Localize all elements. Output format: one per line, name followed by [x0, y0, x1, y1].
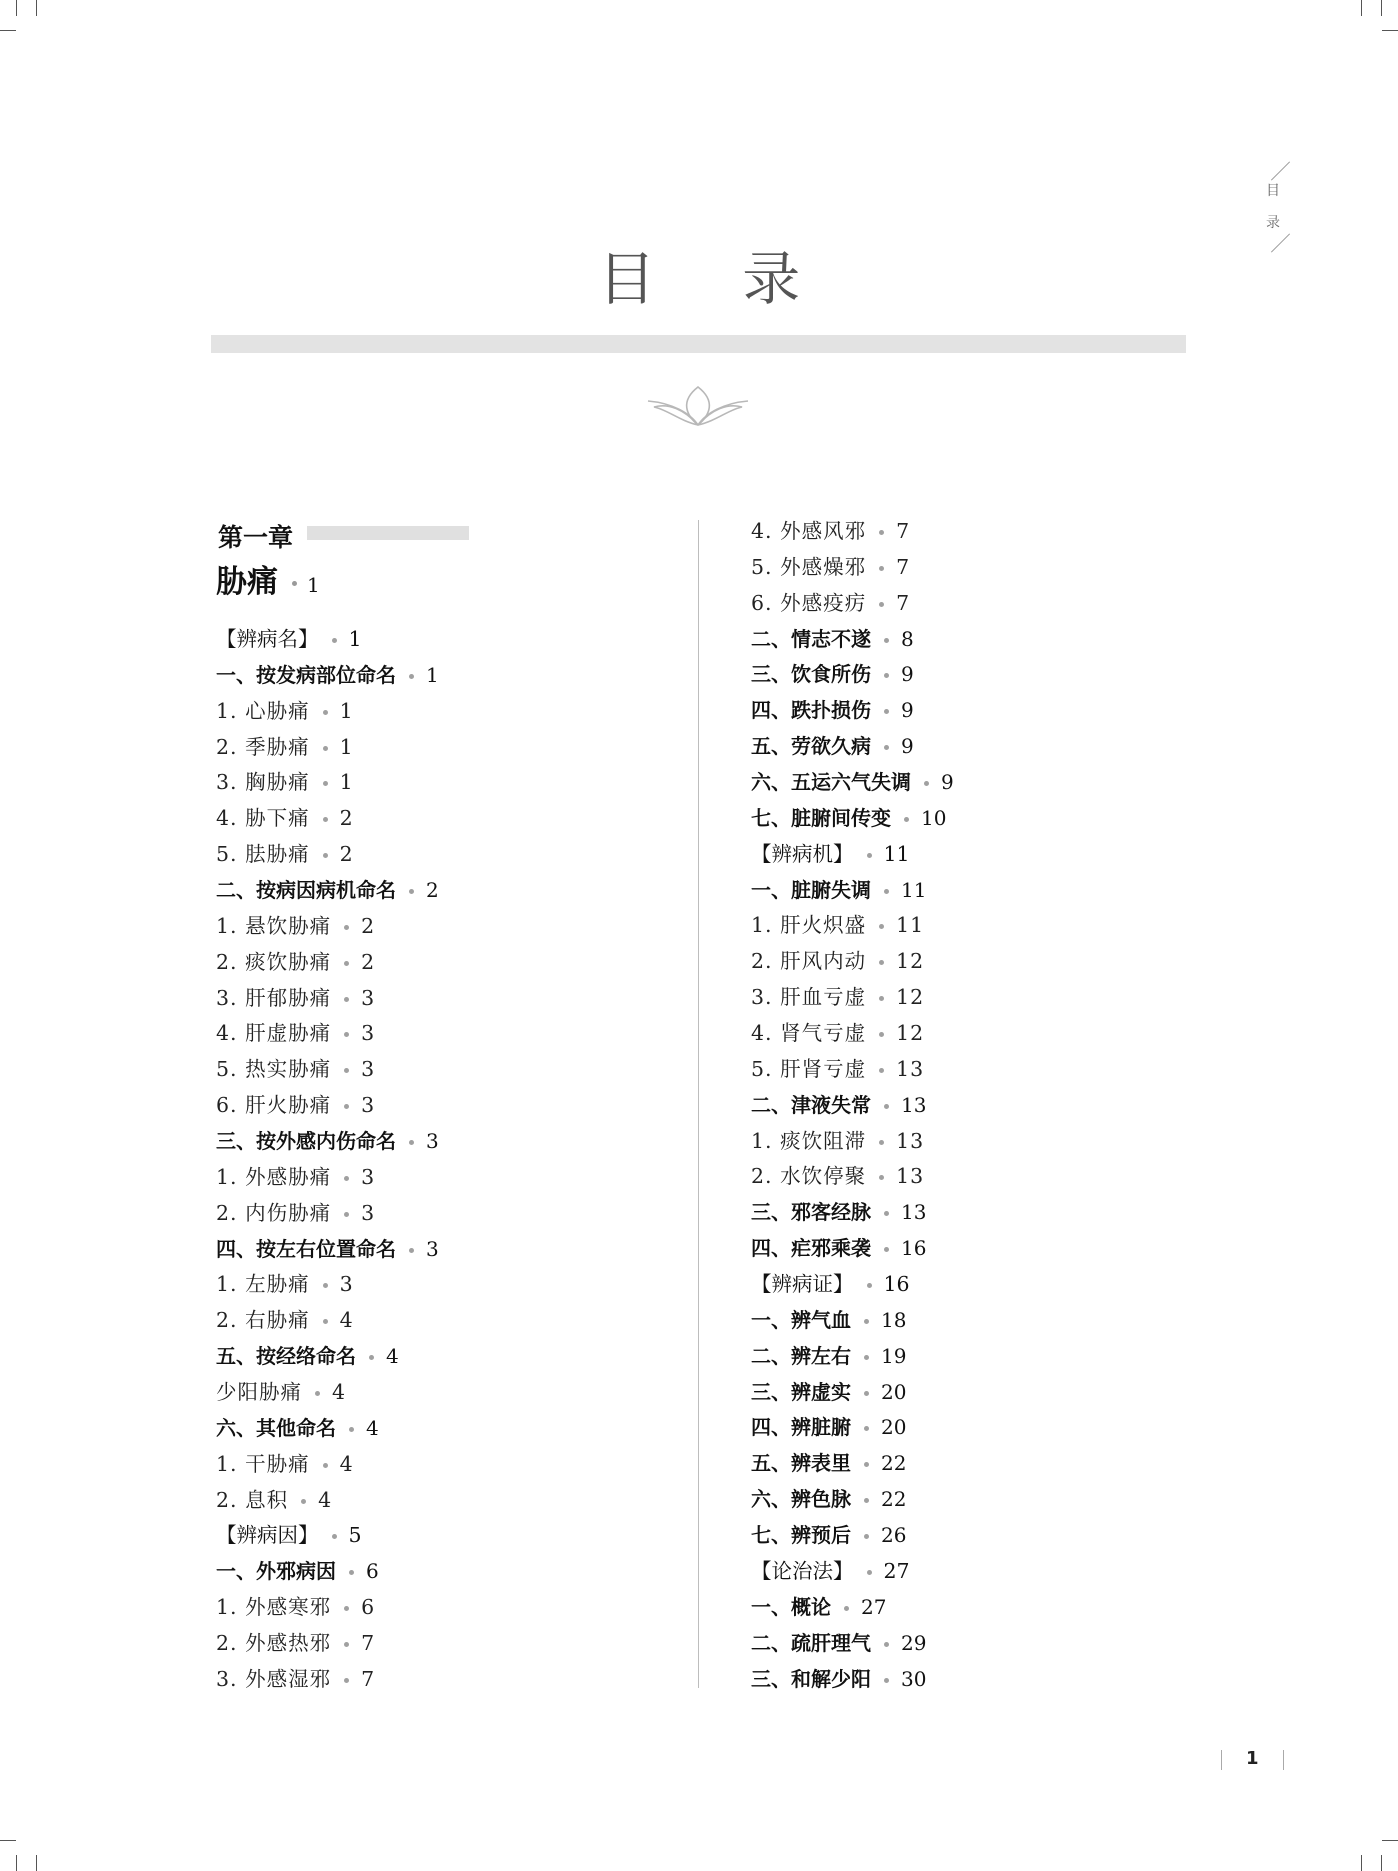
toc-entry-page: 9: [941, 770, 954, 795]
leader-dot: [879, 996, 884, 1001]
toc-entry[interactable]: [751, 729, 954, 765]
leader-dot: [344, 1176, 349, 1181]
toc-entry-page: 11: [883, 841, 910, 866]
leader-dot: [349, 1427, 354, 1432]
toc-entry-title: 1. 悬饮胁痛: [216, 913, 332, 938]
toc-entry-page: 6: [361, 1595, 376, 1620]
toc-entry[interactable]: [751, 1267, 954, 1303]
leader-dot: [409, 674, 414, 679]
toc-entry-title: 二、疏肝理气: [751, 1630, 871, 1655]
leader-dot: [344, 1104, 349, 1109]
toc-entry[interactable]: [751, 1626, 954, 1662]
toc-entry-page: 4: [339, 1451, 354, 1476]
crop-mark: [16, 0, 17, 16]
crop-mark: [1381, 1855, 1382, 1871]
leader-dot: [864, 1355, 869, 1360]
leader-dot: [292, 581, 297, 586]
toc-entry-title: 四、按左右位置命名: [216, 1236, 396, 1261]
leader-dot: [864, 1319, 869, 1324]
toc-entry-title: 二、情志不遂: [751, 626, 871, 651]
toc-entry-title: 5. 外感燥邪: [751, 554, 867, 579]
toc-entry-page: 19: [881, 1343, 907, 1368]
toc-entry[interactable]: [216, 1339, 439, 1375]
toc-entry-title: 2. 季胁痛: [216, 734, 310, 759]
toc-entry-title: 五、劳欲久病: [751, 734, 871, 759]
toc-entry-page: 9: [901, 662, 914, 687]
leader-dot: [344, 1068, 349, 1073]
toc-entry-title: 一、概论: [751, 1594, 831, 1619]
toc-entry-page: 1: [348, 627, 362, 651]
toc-entry[interactable]: [751, 873, 954, 909]
toc-entry-page: 12: [896, 985, 925, 1010]
toc-entry[interactable]: [751, 1518, 954, 1554]
toc-entry-page: 13: [896, 1164, 925, 1189]
toc-entry-page: 4: [332, 1380, 347, 1405]
toc-entry[interactable]: [751, 765, 954, 801]
toc-entry[interactable]: [216, 730, 439, 766]
toc-entry-page: 3: [339, 1272, 354, 1297]
footer-tick: [1283, 1750, 1284, 1770]
leader-dot: [323, 817, 328, 822]
toc-entry-title: 4. 外感风邪: [751, 519, 867, 543]
toc-entry-page: 7: [896, 590, 911, 615]
toc-entry-title: 4. 肝虚胁痛: [216, 1021, 332, 1046]
toc-entry[interactable]: [216, 694, 439, 730]
toc-entry[interactable]: [216, 1052, 439, 1088]
leader-dot: [879, 566, 884, 571]
leader-dot: [884, 673, 889, 678]
toc-entry-page: 6: [366, 1559, 379, 1584]
toc-entry-page: 11: [896, 913, 925, 938]
toc-entry-page: 16: [901, 1236, 927, 1261]
leader-dot: [884, 1678, 889, 1683]
toc-entry-page: 2: [339, 842, 354, 867]
crop-mark: [1361, 1855, 1362, 1871]
chapter-title: 胁痛: [216, 564, 278, 600]
toc-entry-title: 三、和解少阳: [751, 1666, 871, 1691]
toc-entry[interactable]: [216, 1483, 439, 1519]
toc-entry[interactable]: [751, 550, 954, 586]
toc-entry-page: 7: [896, 519, 911, 543]
leader-dot: [879, 960, 884, 965]
leader-dot: [884, 745, 889, 750]
page-footer: [1221, 1748, 1281, 1772]
leader-dot: [879, 1140, 884, 1145]
toc-entry[interactable]: [216, 1626, 439, 1662]
toc-right-column: [751, 514, 954, 1697]
toc-entry-title: 七、脏腑间传变: [751, 805, 891, 830]
leader-dot: [884, 1247, 889, 1252]
page-number: 1: [1246, 1748, 1259, 1769]
toc-entry-title: 6. 肝火胁痛: [216, 1093, 332, 1118]
toc-entry[interactable]: [751, 944, 954, 980]
toc-entry[interactable]: [751, 622, 954, 658]
toc-entry-page: 1: [426, 662, 439, 687]
leader-dot: [349, 1570, 354, 1575]
toc-entry-title: 1. 干胁痛: [216, 1451, 310, 1476]
toc-entry-title: 1. 痰饮阻滞: [751, 1128, 867, 1153]
toc-entry[interactable]: [751, 586, 954, 622]
leader-dot: [864, 1534, 869, 1539]
toc-entry-title: 二、津液失常: [751, 1092, 871, 1117]
toc-entry-title: 二、按病因病机命名: [216, 878, 396, 903]
toc-entry-page: 22: [881, 1451, 907, 1476]
toc-entry[interactable]: [751, 1446, 954, 1482]
toc-entry-page: 2: [361, 949, 376, 974]
footer-tick: [1221, 1750, 1222, 1770]
toc-entry-page: 3: [361, 1021, 376, 1046]
page-title: 目 录: [597, 245, 835, 313]
toc-entry[interactable]: [751, 1410, 954, 1446]
toc-entry-page: 11: [901, 877, 927, 902]
leader-dot: [867, 1570, 872, 1575]
toc-entry[interactable]: [751, 1231, 954, 1267]
toc-entry-title: 三、按外感内伤命名: [216, 1129, 396, 1154]
toc-entry-page: 3: [361, 1093, 376, 1118]
toc-entry[interactable]: [751, 1375, 954, 1411]
toc-entry-page: 13: [901, 1092, 927, 1117]
chapter-page: 1: [307, 573, 320, 597]
leader-dot: [323, 710, 328, 715]
toc-entry-title: 5. 肝肾亏虚: [751, 1056, 867, 1081]
toc-entry[interactable]: [216, 981, 439, 1017]
toc-entry[interactable]: [216, 1518, 439, 1554]
toc-entry-title: 六、其他命名: [216, 1415, 336, 1440]
leader-dot: [344, 1678, 349, 1683]
toc-entry[interactable]: [751, 657, 954, 693]
toc-entry-title: 2. 息积: [216, 1487, 289, 1512]
toc-entry-title: 四、疟邪乘袭: [751, 1236, 871, 1261]
chapter-label-bar: [307, 526, 469, 540]
toc-left-column: [216, 622, 439, 1698]
leader-dot: [344, 1642, 349, 1647]
toc-entry-page: 4: [339, 1308, 354, 1333]
leader-dot: [879, 530, 884, 535]
toc-entry-page: 13: [896, 1056, 925, 1081]
toc-entry[interactable]: [216, 1196, 439, 1232]
toc-entry-title: 一、按发病部位命名: [216, 662, 396, 687]
crop-mark: [1382, 1840, 1398, 1841]
toc-entry-page: 8: [901, 626, 914, 651]
toc-entry-title: 1. 外感寒邪: [216, 1595, 332, 1620]
toc-entry-page: 18: [881, 1307, 907, 1332]
toc-entry-title: 1. 左胁痛: [216, 1272, 310, 1297]
toc-entry-page: 13: [901, 1200, 927, 1225]
toc-entry[interactable]: [216, 1232, 439, 1268]
leader-dot: [315, 1391, 320, 1396]
toc-entry[interactable]: [751, 908, 954, 944]
crop-mark: [0, 1840, 16, 1841]
toc-entry-page: 3: [361, 1164, 376, 1189]
leader-dot: [864, 1426, 869, 1431]
leader-dot: [344, 1606, 349, 1611]
toc-entry-title: 【辨病证】: [751, 1272, 854, 1297]
toc-entry-page: 16: [883, 1272, 910, 1297]
toc-entry[interactable]: [216, 801, 439, 837]
toc-entry[interactable]: [216, 837, 439, 873]
toc-entry-title: 三、饮食所伤: [751, 662, 871, 687]
leader-dot: [301, 1499, 306, 1504]
leader-dot: [344, 997, 349, 1002]
toc-entry-title: 四、辨脏腑: [751, 1415, 851, 1440]
toc-entry-page: 2: [426, 878, 439, 903]
leader-dot: [844, 1606, 849, 1611]
toc-entry-title: 3. 外感湿邪: [216, 1666, 332, 1691]
leader-dot: [332, 638, 337, 643]
title-underline-bar: [211, 335, 1186, 353]
toc-entry-page: 27: [883, 1558, 910, 1583]
toc-entry-page: 7: [361, 1666, 376, 1691]
leader-dot: [323, 1283, 328, 1288]
toc-entry[interactable]: [751, 1052, 954, 1088]
toc-entry-title: 4. 肾气亏虚: [751, 1021, 867, 1046]
toc-entry[interactable]: [216, 1662, 439, 1698]
toc-entry-page: 2: [339, 806, 354, 831]
toc-entry[interactable]: [751, 1303, 954, 1339]
toc-entry-title: 1. 外感胁痛: [216, 1164, 332, 1189]
leader-dot: [879, 924, 884, 929]
toc-entry-title: 2. 水饮停聚: [751, 1164, 867, 1189]
leader-dot: [884, 1642, 889, 1647]
leader-dot: [332, 1534, 337, 1539]
toc-entry[interactable]: [216, 1303, 439, 1339]
crop-mark: [16, 1855, 17, 1871]
toc-entry-title: 五、按经络命名: [216, 1344, 356, 1369]
crop-mark: [1382, 30, 1398, 31]
leader-dot: [409, 1248, 414, 1253]
toc-entry-page: 12: [896, 1021, 925, 1046]
toc-entry-title: 一、外邪病因: [216, 1559, 336, 1584]
toc-entry-page: 1: [339, 698, 354, 723]
toc-entry-page: 9: [901, 698, 914, 723]
leader-dot: [867, 1283, 872, 1288]
crop-mark: [36, 1855, 37, 1871]
leader-dot: [879, 1175, 884, 1180]
toc-entry-title: 1. 心胁痛: [216, 698, 310, 723]
toc-entry[interactable]: [216, 945, 439, 981]
toc-entry-title: 七、辨预后: [751, 1523, 851, 1548]
chapter-label: 第一章: [218, 523, 294, 552]
toc-entry[interactable]: [751, 1159, 954, 1195]
toc-entry[interactable]: [216, 1016, 439, 1052]
toc-entry-page: 9: [901, 734, 914, 759]
toc-entry-page: 3: [426, 1236, 439, 1261]
toc-entry-page: 1: [339, 734, 354, 759]
toc-entry[interactable]: [751, 1339, 954, 1375]
toc-entry-page: 7: [361, 1631, 376, 1656]
toc-entry[interactable]: [751, 514, 954, 550]
toc-entry-page: 4: [318, 1487, 333, 1512]
toc-entry-page: 4: [386, 1344, 399, 1369]
toc-entry-page: 26: [881, 1523, 907, 1548]
leader-dot: [884, 709, 889, 714]
toc-entry[interactable]: [751, 1088, 954, 1124]
toc-entry-title: 五、辨表里: [751, 1451, 851, 1476]
toc-entry[interactable]: [216, 622, 439, 658]
toc-entry-title: 少阳胁痛: [216, 1380, 302, 1405]
toc-entry[interactable]: [751, 1554, 954, 1590]
toc-entry-page: 1: [339, 770, 354, 795]
leader-dot: [864, 1391, 869, 1396]
side-tab-char: 目: [1266, 183, 1280, 199]
leader-dot: [864, 1498, 869, 1503]
toc-entry-page: 29: [901, 1630, 927, 1655]
toc-entry-title: 2. 肝风内动: [751, 949, 867, 974]
toc-entry-title: 5. 热实胁痛: [216, 1057, 332, 1082]
toc-entry-page: 10: [921, 805, 947, 830]
toc-entry-title: 4. 胁下痛: [216, 806, 310, 831]
toc-entry-title: 二、辨左右: [751, 1343, 851, 1368]
leader-dot: [409, 1140, 414, 1145]
leader-dot: [867, 853, 872, 858]
toc-entry[interactable]: [751, 1482, 954, 1518]
leader-dot: [344, 961, 349, 966]
toc-entry[interactable]: [751, 1195, 954, 1231]
toc-entry[interactable]: [216, 1160, 439, 1196]
crop-mark: [36, 0, 37, 16]
toc-entry[interactable]: [751, 801, 954, 837]
side-tab-char: 录: [1266, 215, 1280, 231]
crop-mark: [1381, 0, 1382, 16]
toc-entry[interactable]: [751, 693, 954, 729]
toc-entry-title: 6. 外感疫疠: [751, 590, 867, 615]
toc-entry-page: 30: [901, 1666, 927, 1691]
toc-entry-title: 【辨病名】: [216, 627, 319, 651]
leader-dot: [879, 1032, 884, 1037]
chapter-title-entry[interactable]: [216, 556, 320, 601]
toc-entry[interactable]: [216, 1447, 439, 1483]
toc-entry-page: 4: [366, 1415, 379, 1440]
toc-entry[interactable]: [216, 1124, 439, 1160]
toc-entry[interactable]: [216, 873, 439, 909]
toc-entry-title: 一、脏腑失调: [751, 877, 871, 902]
toc-entry[interactable]: [216, 1267, 439, 1303]
crop-mark: [1361, 0, 1362, 16]
toc-entry[interactable]: [216, 1554, 439, 1590]
toc-entry[interactable]: [751, 1124, 954, 1160]
leader-dot: [904, 817, 909, 822]
crop-mark: [0, 30, 16, 31]
toc-entry[interactable]: [216, 658, 439, 694]
leader-dot: [879, 1068, 884, 1073]
leader-dot: [884, 889, 889, 894]
toc-entry-title: 六、五运六气失调: [751, 770, 911, 795]
toc-entry[interactable]: [216, 1375, 439, 1411]
toc-entry[interactable]: [751, 837, 954, 873]
toc-entry-page: 27: [861, 1594, 887, 1619]
toc-entry-title: 【辨病机】: [751, 841, 854, 866]
toc-entry-page: 3: [361, 985, 376, 1010]
toc-entry[interactable]: [216, 1411, 439, 1447]
leader-dot: [344, 925, 349, 930]
toc-entry-page: 3: [361, 1200, 376, 1225]
leader-dot: [323, 746, 328, 751]
toc-entry[interactable]: [216, 909, 439, 945]
toc-entry[interactable]: [751, 1590, 954, 1626]
leader-dot: [344, 1032, 349, 1037]
toc-entry-title: 3. 肝血亏虚: [751, 985, 867, 1010]
leader-dot: [884, 638, 889, 643]
toc-entry-page: 2: [361, 913, 376, 938]
leader-dot: [323, 1463, 328, 1468]
lotus-ornament-icon: [646, 383, 750, 429]
toc-entry-title: 一、辨气血: [751, 1307, 851, 1332]
leader-dot: [323, 853, 328, 858]
toc-entry-title: 六、辨色脉: [751, 1487, 851, 1512]
toc-entry[interactable]: [216, 1088, 439, 1124]
leader-dot: [924, 781, 929, 786]
toc-entry-title: 2. 痰饮胁痛: [216, 949, 332, 974]
leader-dot: [879, 602, 884, 607]
toc-entry-title: 【论治法】: [751, 1558, 854, 1583]
leader-dot: [323, 1319, 328, 1324]
toc-entry-title: 2. 外感热邪: [216, 1631, 332, 1656]
toc-entry-title: 1. 肝火炽盛: [751, 913, 867, 938]
toc-entry-title: 四、跌扑损伤: [751, 698, 871, 723]
tab-slash-top: [1271, 161, 1290, 180]
toc-entry-page: 5: [348, 1523, 362, 1548]
toc-entry-title: 3. 胸胁痛: [216, 770, 310, 795]
toc-entry-title: 三、辨虚实: [751, 1379, 851, 1404]
toc-entry-title: 5. 胠胁痛: [216, 842, 310, 867]
toc-entry-title: 【辨病因】: [216, 1523, 319, 1548]
toc-entry[interactable]: [751, 980, 954, 1016]
toc-entry-title: 2. 内伤胁痛: [216, 1200, 332, 1225]
toc-entry-title: 2. 右胁痛: [216, 1308, 310, 1333]
toc-entry-page: 20: [881, 1379, 907, 1404]
toc-entry-page: 20: [881, 1415, 907, 1440]
toc-entry-page: 22: [881, 1487, 907, 1512]
leader-dot: [864, 1462, 869, 1467]
toc-entry[interactable]: [751, 1662, 954, 1698]
leader-dot: [409, 889, 414, 894]
leader-dot: [884, 1211, 889, 1216]
column-divider: [698, 520, 699, 1688]
toc-entry-title: 3. 肝郁胁痛: [216, 985, 332, 1010]
toc-entry[interactable]: [216, 765, 439, 801]
toc-entry-page: 13: [896, 1128, 925, 1153]
leader-dot: [369, 1355, 374, 1360]
toc-entry-title: 三、邪客经脉: [751, 1200, 871, 1225]
toc-entry-page: 3: [361, 1057, 376, 1082]
toc-entry-page: 7: [896, 554, 911, 579]
leader-dot: [884, 1104, 889, 1109]
toc-entry-page: 12: [896, 949, 925, 974]
leader-dot: [344, 1212, 349, 1217]
toc-entry[interactable]: [751, 1016, 954, 1052]
toc-entry-page: 3: [426, 1129, 439, 1154]
leader-dot: [323, 781, 328, 786]
toc-entry[interactable]: [216, 1590, 439, 1626]
